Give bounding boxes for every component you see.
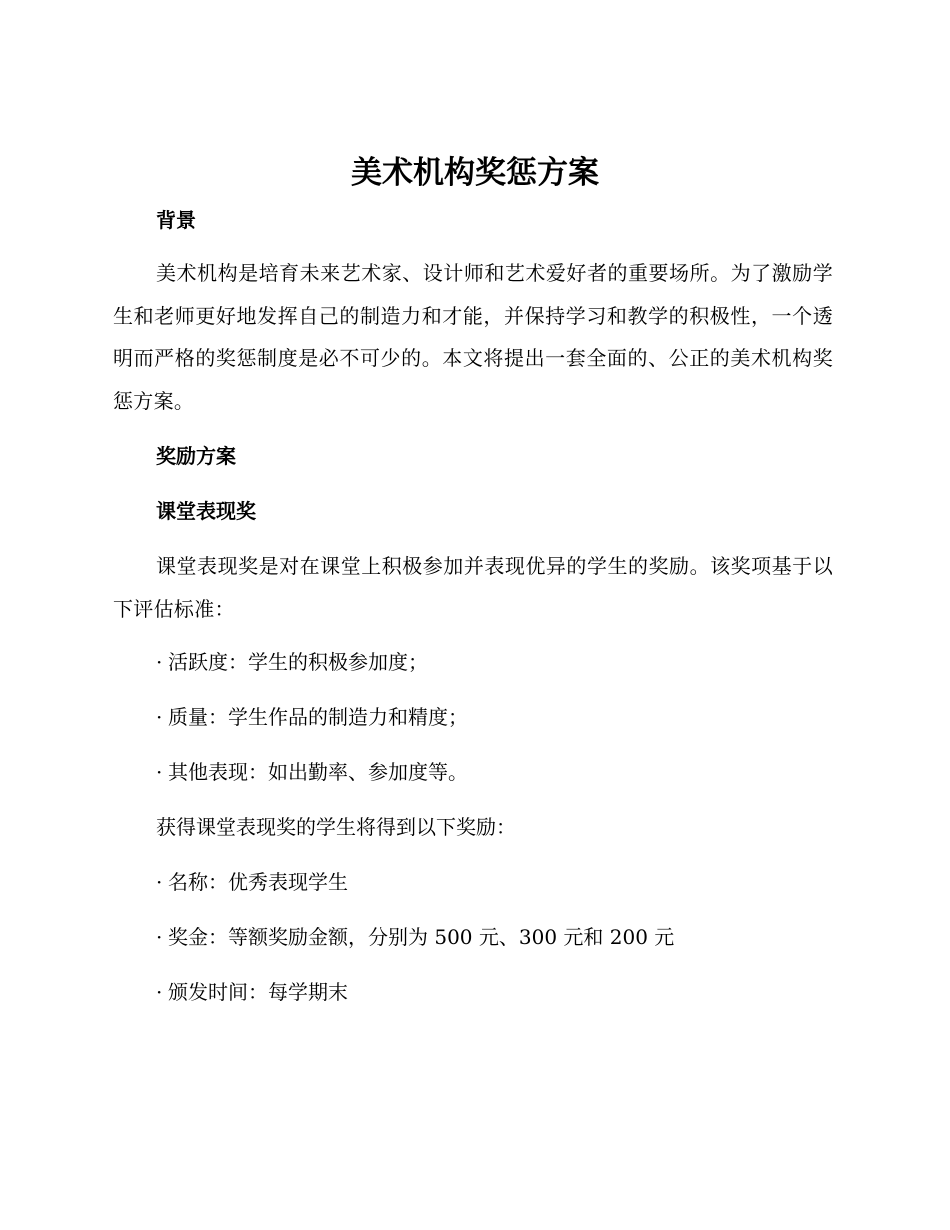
- award-intro-paragraph: 课堂表现奖是对在课堂上积极参加并表现优异的学生的奖励。该奖项基于以下评估标准：: [113, 554, 833, 621]
- criteria-text: 活跃度：学生的积极参加度；: [168, 650, 428, 674]
- background-paragraph: 美术机构是培育未来艺术家、设计师和艺术爱好者的重要场所。为了激励学生和老师更好地发挥自己的制造力和才能，并保持学习和教学的积极性，一个透明而严格的奖惩制度是必不可少的。本文将提出一套全面的、公正的美术机构奖惩方案。: [113, 261, 833, 414]
- bullet-icon: ·: [156, 925, 163, 949]
- criteria-list-item: [156, 703, 468, 731]
- criteria-text: 质量：学生作品的制造力和精度；: [168, 705, 468, 729]
- bullet-icon: ·: [156, 760, 163, 784]
- bullet-icon: ·: [156, 980, 163, 1004]
- subheading-class-performance-award: 课堂表现奖: [156, 499, 256, 523]
- bullet-icon: ·: [156, 705, 163, 729]
- section-heading-reward: 奖励方案: [156, 444, 236, 468]
- reward-text: 名称：优秀表现学生: [168, 870, 348, 894]
- reward-intro-line: 获得课堂表现奖的学生将得到以下奖励：: [156, 815, 516, 839]
- section-heading-background: 背景: [156, 208, 196, 232]
- bullet-icon: ·: [156, 650, 163, 674]
- criteria-list-item: [156, 758, 468, 786]
- reward-text: 颁发时间：每学期末: [168, 980, 348, 1004]
- bullet-icon: ·: [156, 870, 163, 894]
- reward-text: 奖金：等额奖励金额，分别为 500 元、300 元和 200 元: [168, 925, 675, 949]
- criteria-text: 其他表现：如出勤率、参加度等。: [168, 760, 468, 784]
- criteria-list-item: [156, 648, 428, 676]
- reward-list-item: [156, 978, 348, 1006]
- reward-list-item: [156, 868, 348, 896]
- reward-list-item: [156, 923, 674, 951]
- document-title: 美术机构奖惩方案: [351, 155, 599, 191]
